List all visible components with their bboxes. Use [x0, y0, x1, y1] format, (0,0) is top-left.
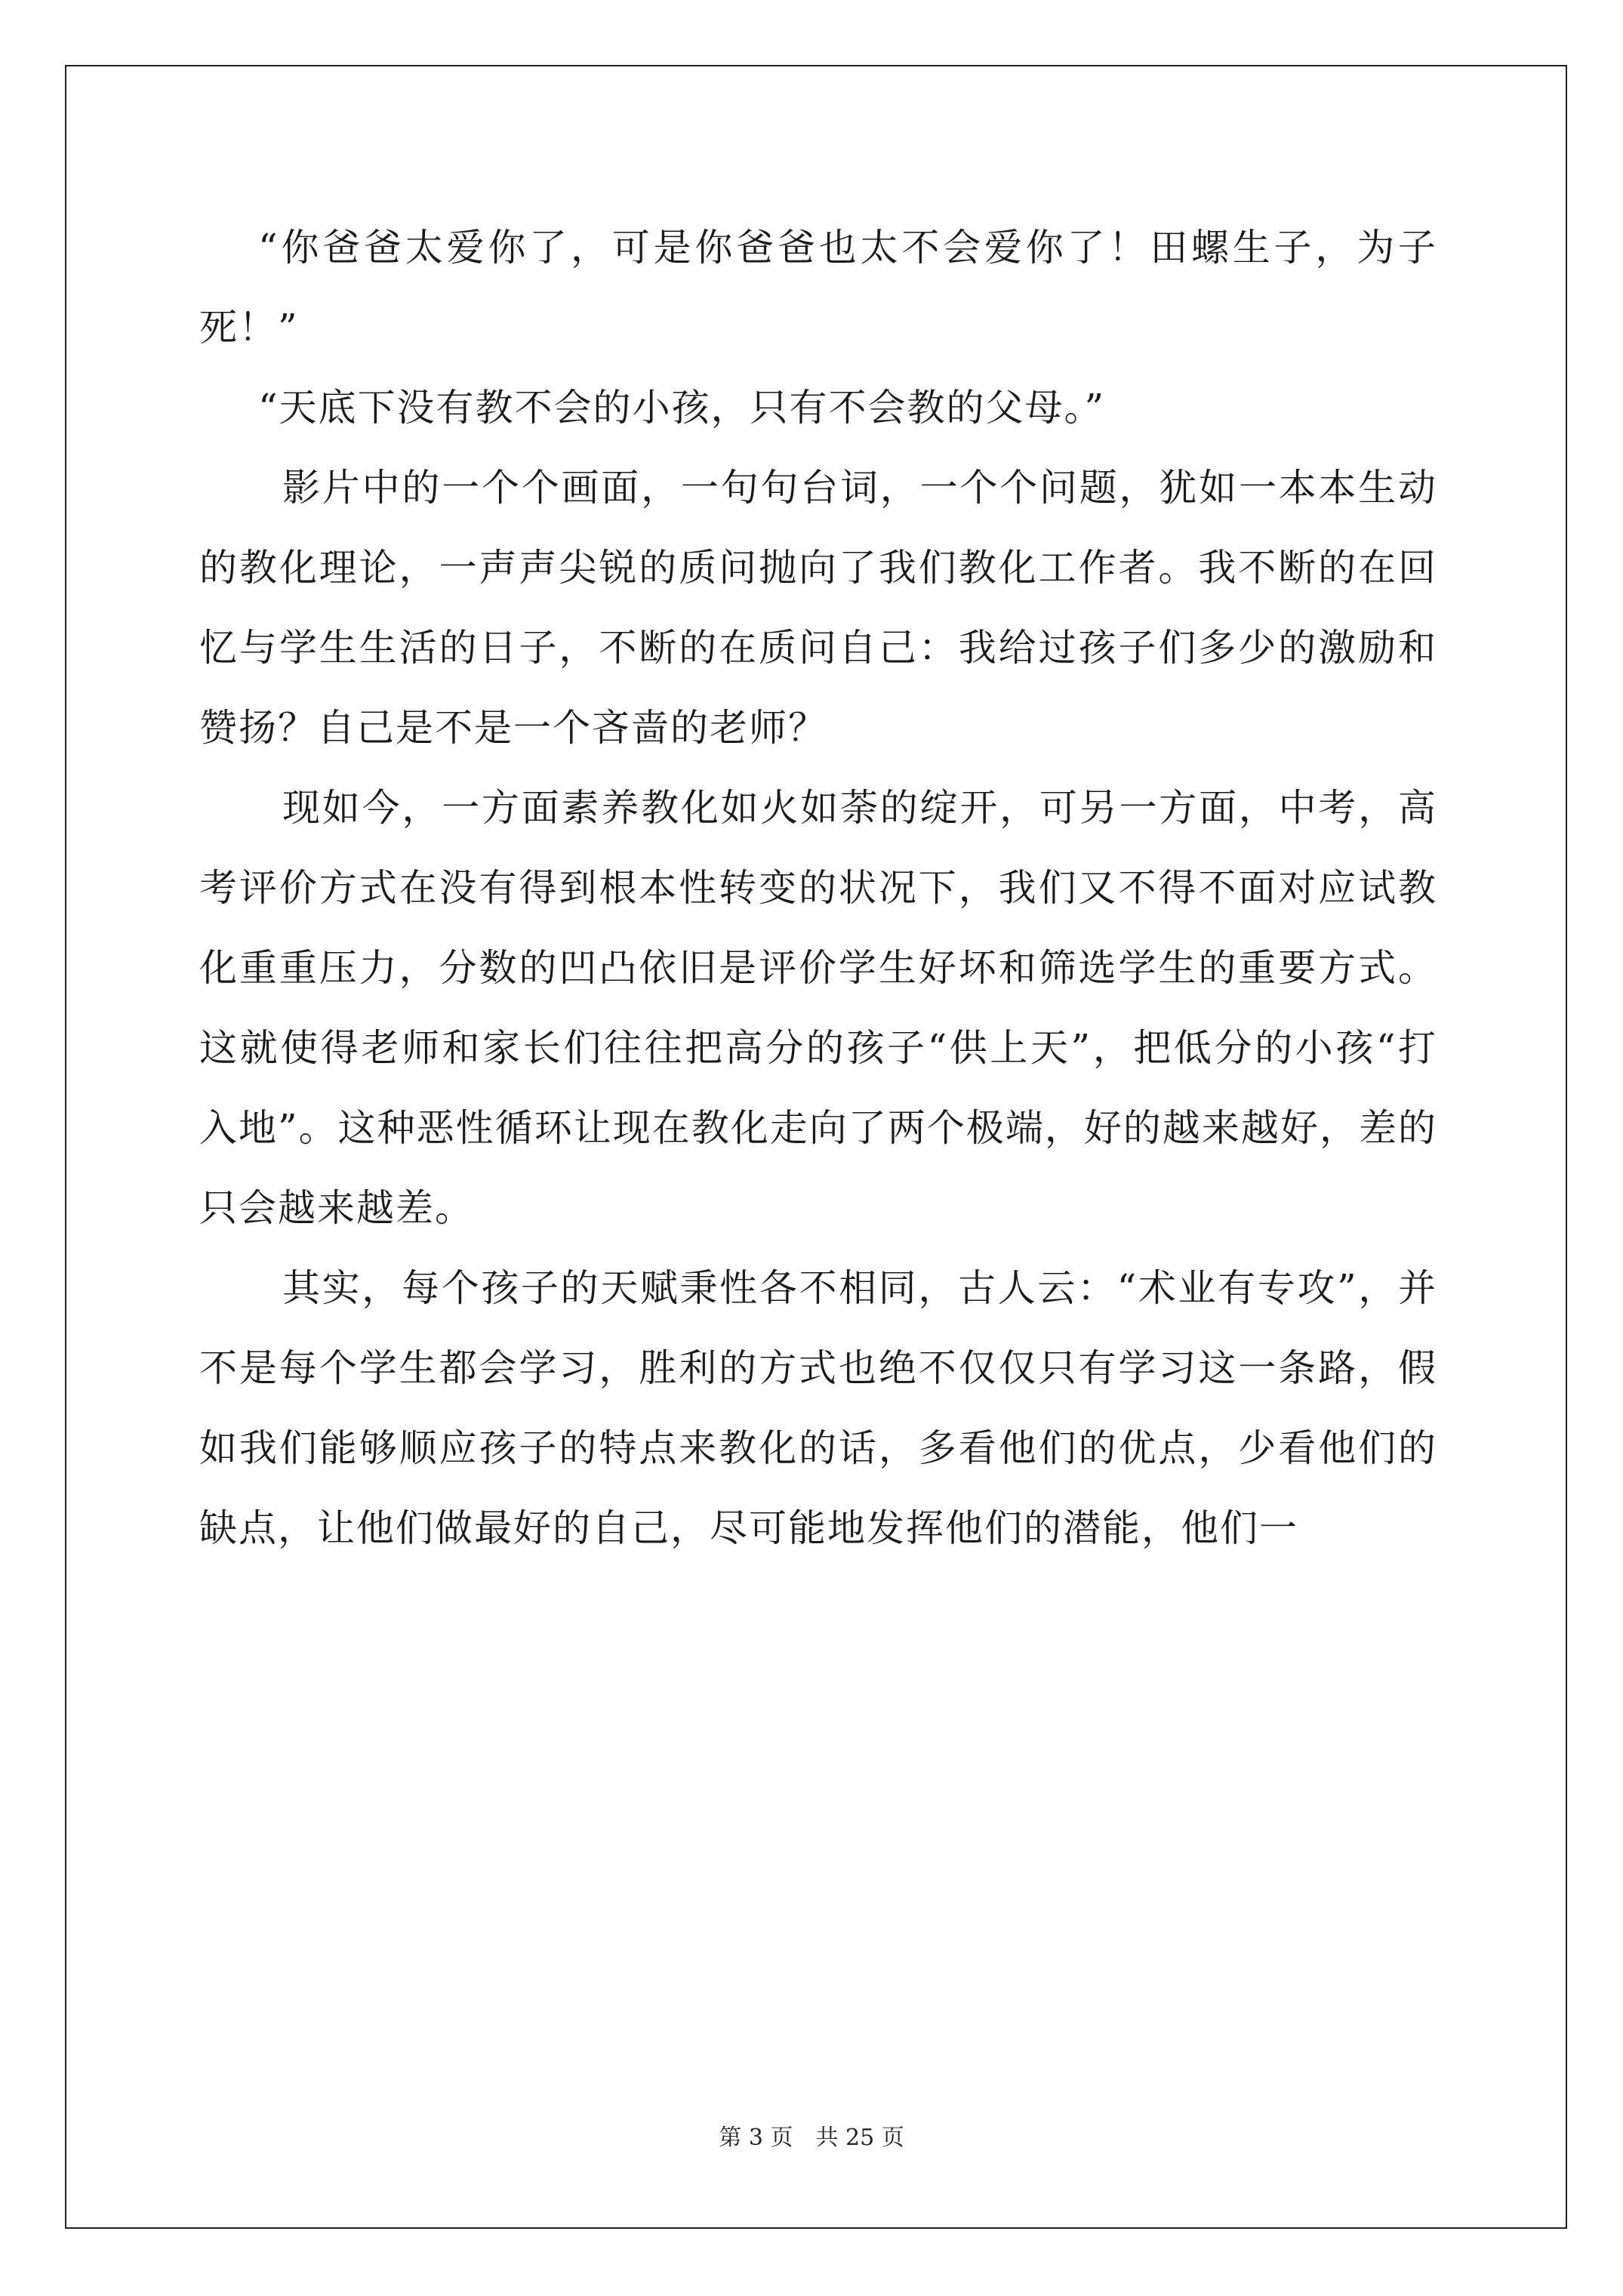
document-body [199, 208, 1437, 1568]
paragraph-3: 影片中的一个个画面，一句句台词，一个个问题，犹如一本本生动的教化理论，一声声尖锐的质问抛向了我们教化工作者。我不断的在回忆与学生生活的日子，不断的在质问自己：我给过孩子们多少的激励和赞扬？自己是不是一个吝啬的老师？ [199, 466, 1437, 750]
paragraph-1: “你爸爸太爱你了，可是你爸爸也太不会爱你了！田螺生子，为子死！” [199, 226, 1437, 350]
paragraph-2: “天底下没有教不会的小孩，只有不会教的父母。” [258, 386, 1106, 430]
paragraph-5: 其实，每个孩子的天赋秉性各不相同，古人云：“术业有专攻”，并不是每个学生都会学习，胜利的方式也绝不仅仅只有学习这一条路，假如我们能够顺应孩子的特点来教化的话，多看他们的优点，少看他们的缺点，让他们做最好的自己，尽可能地发挥他们的潜能，他们一 [199, 1266, 1437, 1550]
paragraph-4: 现如今，一方面素养教化如火如荼的绽开，可另一方面，中考，高考评价方式在没有得到根本性转变的状况下，我们又不得不面对应试教化重重压力，分数的凹凸依旧是评价学生好坏和筛选学生的重要方式。这就使得老师和家长们往往把高分的孩子“供上天”，把低分的小孩“打入地”。这种恶性循环让现在教化走向了两个极端，好的越来越好，差的只会越来越差。 [199, 786, 1437, 1230]
page-number-footer: 第 3 页 共 25 页 [719, 2125, 904, 2151]
